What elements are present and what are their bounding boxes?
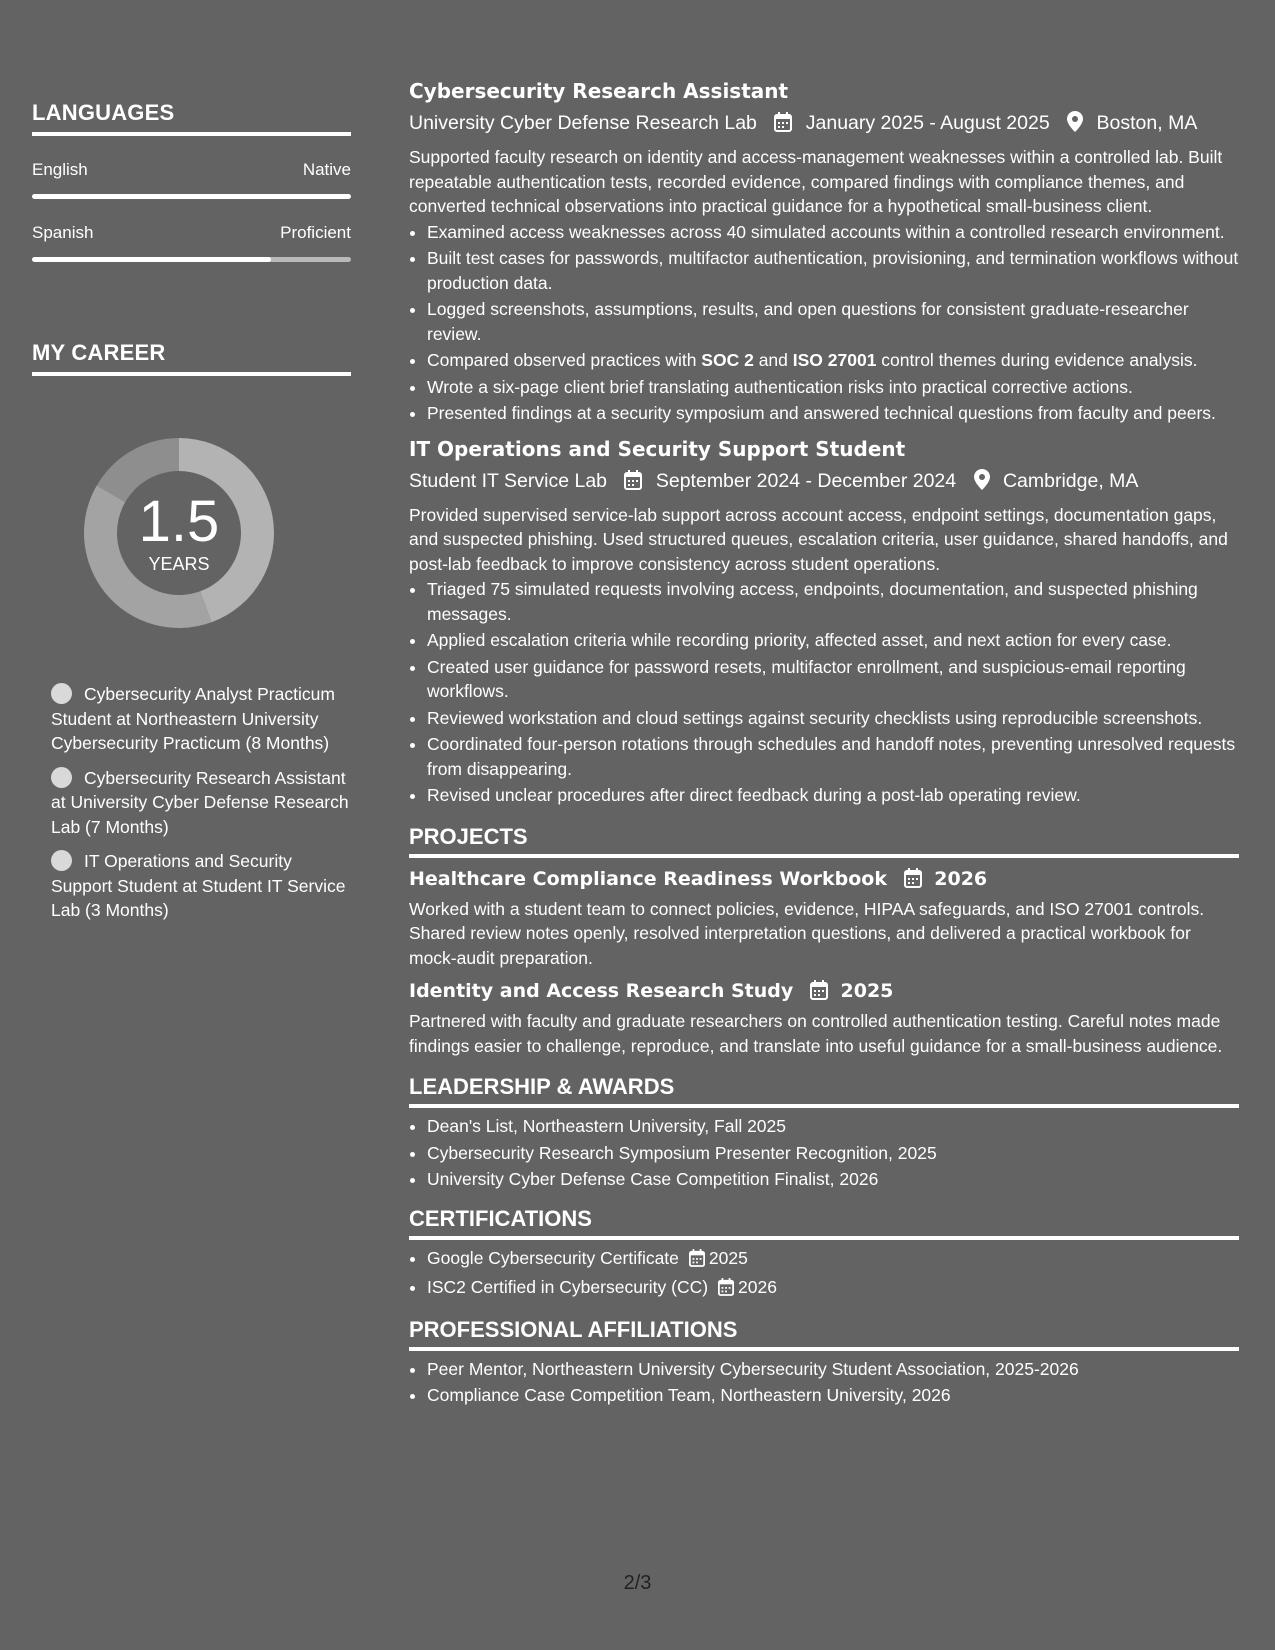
job-summary: Supported faculty research on identity and access-management weaknesses within a controlled lab. Built repeatable authentication tests, recorded evidence, compared findings with compliance themes, and converted technical observations into practical guidance for a hypothetical small-business client.	[409, 147, 1223, 216]
job-bullet: • Built test cases for passwords, multifactor authentication, provisioning, and termination workflows without production data.	[427, 246, 1239, 295]
language-proficiency-bar	[32, 194, 351, 199]
career-list-item	[51, 682, 351, 756]
affiliation-item: • Compliance Case Competition Team, Northeastern University, 2026	[427, 1383, 1239, 1408]
bullet-emphasis: SOC 2	[701, 350, 754, 370]
calendar-icon	[774, 112, 792, 139]
project-year: 2025	[840, 980, 894, 1002]
job-bullets	[409, 577, 1239, 808]
calendar-icon	[810, 980, 828, 1007]
job-bullet: • Wrote a six-page client brief translating authentication risks into practical corrective actions.	[427, 375, 1239, 400]
bullet-dot-icon	[51, 850, 72, 871]
language-level: Proficient	[280, 223, 351, 242]
calendar-icon	[624, 470, 642, 497]
project-entry	[409, 978, 1239, 1058]
project-title	[409, 866, 1239, 895]
leadership-item: • Dean's List, Northeastern University, Fall 2025	[427, 1114, 1239, 1139]
job-dates: January 2025 - August 2025	[805, 112, 1050, 134]
career-total-unit: YEARS	[148, 554, 210, 574]
bullet-text: and	[753, 350, 793, 370]
language-level: Native	[302, 160, 351, 179]
leadership-section	[409, 1074, 1239, 1192]
certification-item	[427, 1246, 1239, 1274]
job-dates: September 2024 - December 2024	[655, 469, 957, 492]
job-meta	[409, 468, 1239, 497]
job-bullet: • Applied escalation criteria while recording priority, affected asset, and next action for every case.	[427, 628, 1239, 653]
job-bullet: • Triaged 75 simulated requests involving access, endpoints, documentation, and suspected phishing messages.	[427, 577, 1239, 626]
leadership-item: • Cybersecurity Research Symposium Presenter Recognition, 2025	[427, 1141, 1239, 1166]
job-bullet: • Logged screenshots, assumptions, results, and open questions for consistent graduate-researcher review.	[427, 297, 1239, 346]
leadership-item: • University Cyber Defense Case Competition Finalist, 2026	[427, 1167, 1239, 1192]
projects-heading: PROJECTS	[409, 824, 1239, 858]
affiliations-list	[409, 1357, 1239, 1408]
language-item	[32, 223, 351, 262]
job-location: Cambridge, MA	[1002, 469, 1139, 492]
certification-year: 2025	[708, 1247, 748, 1268]
experience-entry	[409, 436, 1239, 808]
job-location: Boston, MA	[1096, 112, 1198, 134]
career-total-value: 1.5	[138, 489, 220, 554]
career-item-label: IT Operations and Security Support Student at Student IT Service Lab (3 Months)	[51, 851, 346, 920]
project-year: 2026	[934, 867, 988, 890]
certification-name: Google Cybersecurity Certificate	[427, 1247, 679, 1268]
job-bullet	[427, 348, 1239, 373]
job-organization: University Cyber Defense Research Lab	[409, 112, 757, 134]
job-bullet: • Created user guidance for password resets, multifactor enrollment, and suspicious-email reporting workflows.	[427, 655, 1239, 704]
project-description: Worked with a student team to connect policies, evidence, HIPAA safeguards, and ISO 27001 controls. Shared review notes openly, resolved interpretation questions, and delivered a practical workbook for mock-audit preparation.	[409, 898, 1205, 968]
career-list-item	[51, 766, 351, 840]
job-summary: Provided supervised service-lab support across account access, endpoint settings, documentation gaps, and suspected phishing. Used structured queues, escalation criteria, user guidance, shared handoffs, and post-lab feedback to improve consistency across student operations.	[409, 504, 1228, 574]
language-proficiency-fill	[32, 194, 351, 199]
certifications-list	[409, 1246, 1239, 1303]
job-bullet: • Examined access weaknesses across 40 simulated accounts within a controlled research environment.	[427, 220, 1239, 245]
job-title: Cybersecurity Research Assistant	[409, 79, 789, 103]
bullet-dot-icon	[51, 767, 72, 788]
leadership-heading: LEADERSHIP & AWARDS	[409, 1074, 1239, 1108]
career-donut-chart	[66, 420, 292, 646]
career-list-item	[51, 849, 351, 923]
career-heading: MY CAREER	[32, 340, 351, 376]
main-content	[409, 78, 1239, 1410]
calendar-icon	[689, 1249, 705, 1274]
affiliation-item: • Peer Mentor, Northeastern University Cybersecurity Student Association, 2025-2026	[427, 1357, 1239, 1382]
bullet-emphasis: ISO 27001	[792, 350, 877, 370]
job-bullet: • Reviewed workstation and cloud settings against security checklists using reproducible screenshots.	[427, 706, 1239, 731]
map-pin-icon	[1067, 111, 1083, 139]
project-name: Healthcare Compliance Readiness Workbook	[409, 867, 887, 890]
project-description: Partnered with faculty and graduate researchers on controlled authentication testing. Careful notes made findings easier to challenge, reproduce, and translate into useful guidance for a small-business audience.	[409, 1011, 1223, 1056]
projects-section	[409, 824, 1239, 1059]
leadership-list	[409, 1114, 1239, 1192]
certifications-section	[409, 1206, 1239, 1303]
language-name: Spanish	[32, 223, 94, 242]
language-item	[32, 160, 351, 199]
job-bullets	[409, 220, 1239, 426]
job-organization: Student IT Service Lab	[409, 469, 608, 492]
job-bullet: • Presented findings at a security symposium and answered technical questions from faculty and peers.	[427, 401, 1239, 426]
project-title	[409, 978, 1239, 1007]
career-list	[32, 682, 351, 923]
career-item-label: Cybersecurity Analyst Practicum Student at Northeastern University Cybersecurity Practicum (8 Months)	[51, 684, 335, 753]
sidebar	[32, 100, 351, 933]
project-name: Identity and Access Research Study	[409, 980, 794, 1002]
certification-item	[427, 1275, 1239, 1303]
affiliations-section	[409, 1317, 1239, 1408]
certification-year: 2026	[738, 1277, 777, 1297]
experience-entry	[409, 78, 1239, 426]
certification-name: ISC2 Certified in Cybersecurity (CC)	[427, 1277, 709, 1297]
language-proficiency-bar	[32, 257, 351, 262]
bullet-dot-icon	[51, 683, 72, 704]
job-bullet: • Revised unclear procedures after direct feedback during a post-lab operating review.	[427, 783, 1239, 808]
job-bullet: • Coordinated four-person rotations through schedules and handoff notes, preventing unresolved requests from disappearing.	[427, 732, 1239, 781]
calendar-icon	[718, 1278, 734, 1303]
job-meta	[409, 110, 1239, 139]
map-pin-icon	[974, 469, 990, 497]
bullet-text: control themes during evidence analysis.	[876, 350, 1198, 370]
career-item-label: Cybersecurity Research Assistant at University Cyber Defense Research Lab (7 Months)	[51, 767, 349, 837]
calendar-icon	[904, 868, 922, 895]
languages-heading: LANGUAGES	[32, 100, 351, 136]
certifications-heading: CERTIFICATIONS	[409, 1206, 1239, 1240]
language-proficiency-fill	[32, 257, 271, 262]
language-name: English	[32, 160, 88, 179]
page-number: 2/3	[623, 1572, 652, 1594]
project-entry	[409, 866, 1239, 971]
bullet-text: Compared observed practices with	[427, 350, 702, 370]
affiliations-heading: PROFESSIONAL AFFILIATIONS	[409, 1317, 1239, 1351]
job-title: IT Operations and Security Support Student	[409, 436, 906, 461]
